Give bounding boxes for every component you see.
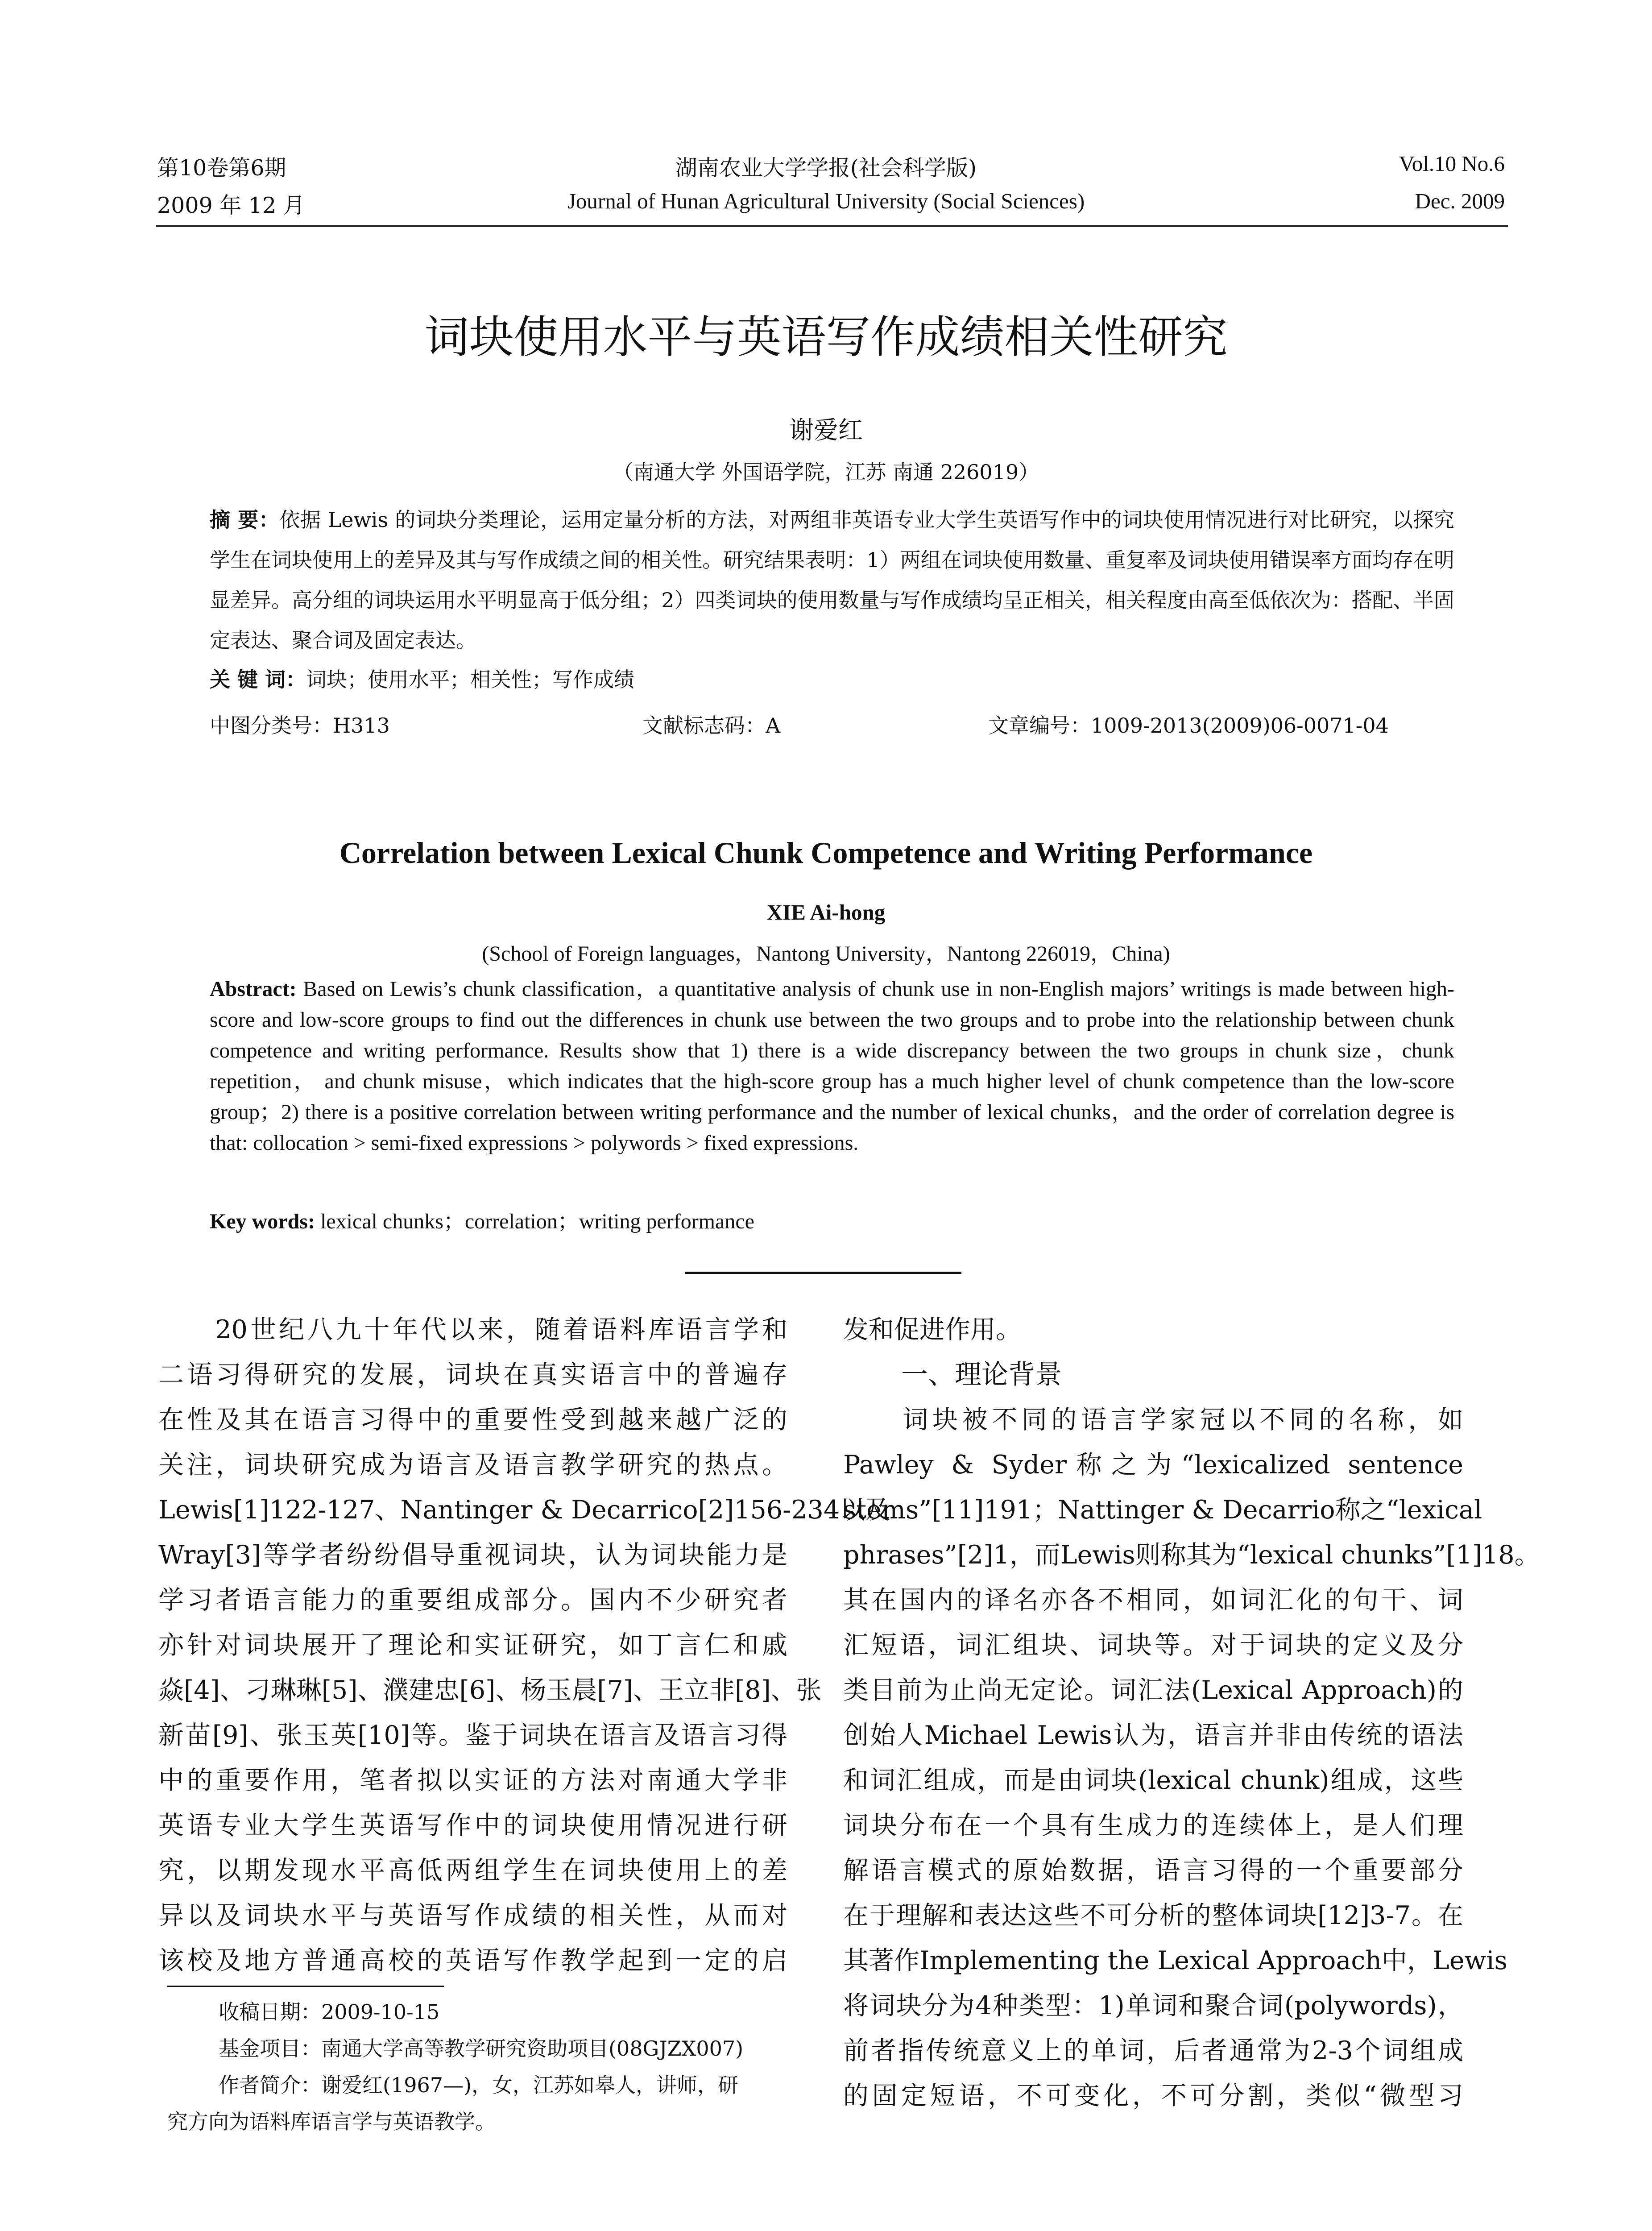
title-cn: 词块使用水平与英语写作成绩相关性研究 <box>424 311 1228 363</box>
keywords-cn-text: 词块；使用水平；相关性；写作成绩 <box>306 668 635 692</box>
body-line: 究，以期发现水平高低两组学生在词块使用上的差 <box>158 1856 787 1885</box>
keywords-cn-label: 关 键 词： <box>210 668 306 692</box>
art-label: 文章编号： <box>988 713 1091 738</box>
body-column-right <box>843 1307 1540 2119</box>
body-line: 新苗[9]、张玉英[10]等。鉴于词块在语言及语言习得 <box>158 1721 787 1750</box>
header-journal-en: Journal of Hunan Agricultural University (Social Sciences) <box>567 189 1085 213</box>
keywords-en-label: Key words: <box>210 1210 315 1233</box>
body-line: 20世纪八九十年代以来，随着语料库语言学和 <box>158 1315 787 1344</box>
body-line: 中的重要作用，笔者拟以实证的方法对南通大学非 <box>158 1766 787 1795</box>
clc-label: 中图分类号： <box>210 713 333 738</box>
header-vol-no: Vol.10 No.6 <box>1399 151 1505 176</box>
body-line: 解语言模式的原始数据，语言习得的一个重要部分 <box>843 1856 1463 1885</box>
affiliation-en: (School of Foreign languages，Nantong University，Nantong 226019，China) <box>482 942 1170 966</box>
keywords-en-text: lexical chunks；correlation；writing performance <box>320 1210 754 1233</box>
bio-text: 谢爱红(1967—)，女，江苏如皋人，讲师，研 <box>321 2073 738 2097</box>
body-line: 该校及地方普通高校的英语写作教学起到一定的启 <box>158 1946 787 1975</box>
keywords-en <box>210 1204 754 1235</box>
body-line: 在性及其在语言习得中的重要性受到越来越广泛的 <box>158 1405 787 1435</box>
body-column-left <box>158 1307 891 1983</box>
body-line: 焱[4]、刁琳琳[5]、濮建忠[6]、杨玉晨[7]、王立非[8]、张 <box>158 1675 822 1705</box>
body-line: 类目前为止尚无定论。词汇法(Lexical Approach)的 <box>843 1675 1463 1705</box>
body-line: Pawley & Syder称之为“lexicalized sentence <box>843 1450 1463 1480</box>
body-line: 前者指传统意义上的单词，后者通常为2-3个词组成 <box>843 2036 1463 2065</box>
footnote-bio <box>219 2067 843 2103</box>
doc-label: 文献标志码： <box>642 713 766 738</box>
footnote-fund <box>219 2030 843 2067</box>
author-cn: 谢爱红 <box>789 416 863 444</box>
body-line: 关注，词块研究成为语言及语言教学研究的热点。 <box>158 1450 787 1480</box>
body-line: phrases”[2]1，而Lewis则称其为“lexical chunks”[1]18。 <box>843 1540 1540 1570</box>
fund-label: 基金项目： <box>219 2036 321 2061</box>
footnote-rule <box>167 1986 444 1987</box>
title-en: Correlation between Lexical Chunk Competence and Writing Performance <box>339 836 1313 870</box>
document-code <box>642 709 780 739</box>
body-line: 在于理解和表达这些不可分析的整体词块[12]3-7。在 <box>843 1901 1463 1930</box>
header-journal-cn: 湖南农业大学学报(社会科学版) <box>675 155 977 181</box>
body-line: 词块分布在一个具有生成力的连续体上，是人们理 <box>843 1811 1463 1840</box>
body-line: 的固定短语，不可变化，不可分割，类似“微型习 <box>843 2081 1463 2111</box>
body-line: 英语专业大学生英语写作中的词块使用情况进行研 <box>158 1811 787 1840</box>
keywords-cn <box>210 659 1454 700</box>
received-label: 收稿日期： <box>219 2000 321 2024</box>
art-value: 1009-2013(2009)06-0071-04 <box>1091 713 1389 738</box>
body-line: 和词汇组成，而是由词块(lexical chunk)组成，这些 <box>843 1766 1463 1795</box>
author-en: XIE Ai-hong <box>766 900 886 925</box>
body-line: stems”[11]191；Nattinger & Decarrio称之“lexical <box>843 1495 1482 1525</box>
body-line: 亦针对词块展开了理论和实证研究，如丁言仁和戚 <box>158 1630 787 1660</box>
abstract-cn <box>210 500 1454 660</box>
body-line: Wray[3]等学者纷纷倡导重视词块，认为词块能力是 <box>158 1540 787 1570</box>
section-separator <box>685 1272 961 1274</box>
section-heading: 一、理论背景 <box>901 1359 1062 1390</box>
article-number <box>988 709 1389 739</box>
affiliation-cn: （南通大学 外国语学院，江苏 南通 226019） <box>613 460 1039 484</box>
abstract-en-text: Based on Lewis’s chunk classification，a quantitative analysis of chunk use in non-English majors’ writings is made between high-score and low-score groups to find out the differences in chunk use between the two groups and to probe into the relationship between chunk competence and writing performance. Results show that 1) there is a wide discrepancy between the two groups in chunk size，chunk repetition， and chunk misuse，which indicates that the high-score group has a much higher level of chunk competence than the low-score group；2) there is a positive correlation between writing performance and the number of lexical chunks，and the order of correlation degree is that: collocation > semi-fixed expressions > polywords > fixed expressions. <box>210 977 1454 1155</box>
header-rule <box>156 225 1508 227</box>
footnote-bio-cont: 究方向为语料库语言学与英语教学。 <box>167 2110 496 2134</box>
header-date: 2009 年 12 月 <box>157 193 305 218</box>
body-line: 其著作Implementing the Lexical Approach中，Lewis <box>843 1946 1507 1975</box>
header-volume: 第10卷第6期 <box>157 155 286 181</box>
footnote-received <box>219 1994 843 2030</box>
body-line: 创始人Michael Lewis认为，语言并非由传统的语法 <box>843 1721 1463 1750</box>
clc-value: H313 <box>333 713 390 738</box>
abstract-cn-label: 摘 要： <box>210 508 280 532</box>
fund-text: 南通大学高等教学研究资助项目(08GJZX007) <box>321 2036 744 2061</box>
body-line: 将词块分为4种类型：1)单词和聚合词(polywords)， <box>843 1991 1463 2020</box>
bio-label: 作者简介： <box>219 2073 321 2097</box>
header-month: Dec. 2009 <box>1415 189 1505 213</box>
abstract-cn-text: 依据 Lewis 的词块分类理论，运用定量分析的方法，对两组非英语专业大学生英语写作中的词块使用情况进行对比研究，以探究学生在词块使用上的差异及其与写作成绩之间的相关性。研究结果表明：1）两组在词块使用数量、重复率及词块使用错误率方面均存在明显差异。高分组的词块运用水平明显高于低分组；2）四类词块的使用数量与写作成绩均呈正相关，相关程度由高至低依次为：搭配、半固定表达、聚合词及固定表达。 <box>210 508 1454 652</box>
doc-value: A <box>766 713 781 738</box>
body-line: 二语习得研究的发展，词块在真实语言中的普遍存 <box>158 1360 787 1389</box>
body-line: 词块被不同的语言学家冠以不同的名称，如 <box>843 1405 1463 1435</box>
body-line: 异以及词块水平与英语写作成绩的相关性，从而对 <box>158 1901 787 1930</box>
body-line: Lewis[1]122-127、Nantinger & Decarrico[2]156-234以及 <box>158 1495 891 1525</box>
body-line: 发和促进作用。 <box>843 1315 1021 1344</box>
clc-number <box>210 709 390 739</box>
body-line: 汇短语，词汇组块、词块等。对于词块的定义及分 <box>843 1630 1463 1660</box>
body-line: 学习者语言能力的重要组成部分。国内不少研究者 <box>158 1585 787 1615</box>
received-date: 2009-10-15 <box>321 2000 440 2024</box>
abstract-en <box>210 974 1454 1158</box>
body-line: 其在国内的译名亦各不相同，如词汇化的句干、词 <box>843 1585 1463 1615</box>
abstract-en-label: Abstract: <box>210 977 297 1001</box>
